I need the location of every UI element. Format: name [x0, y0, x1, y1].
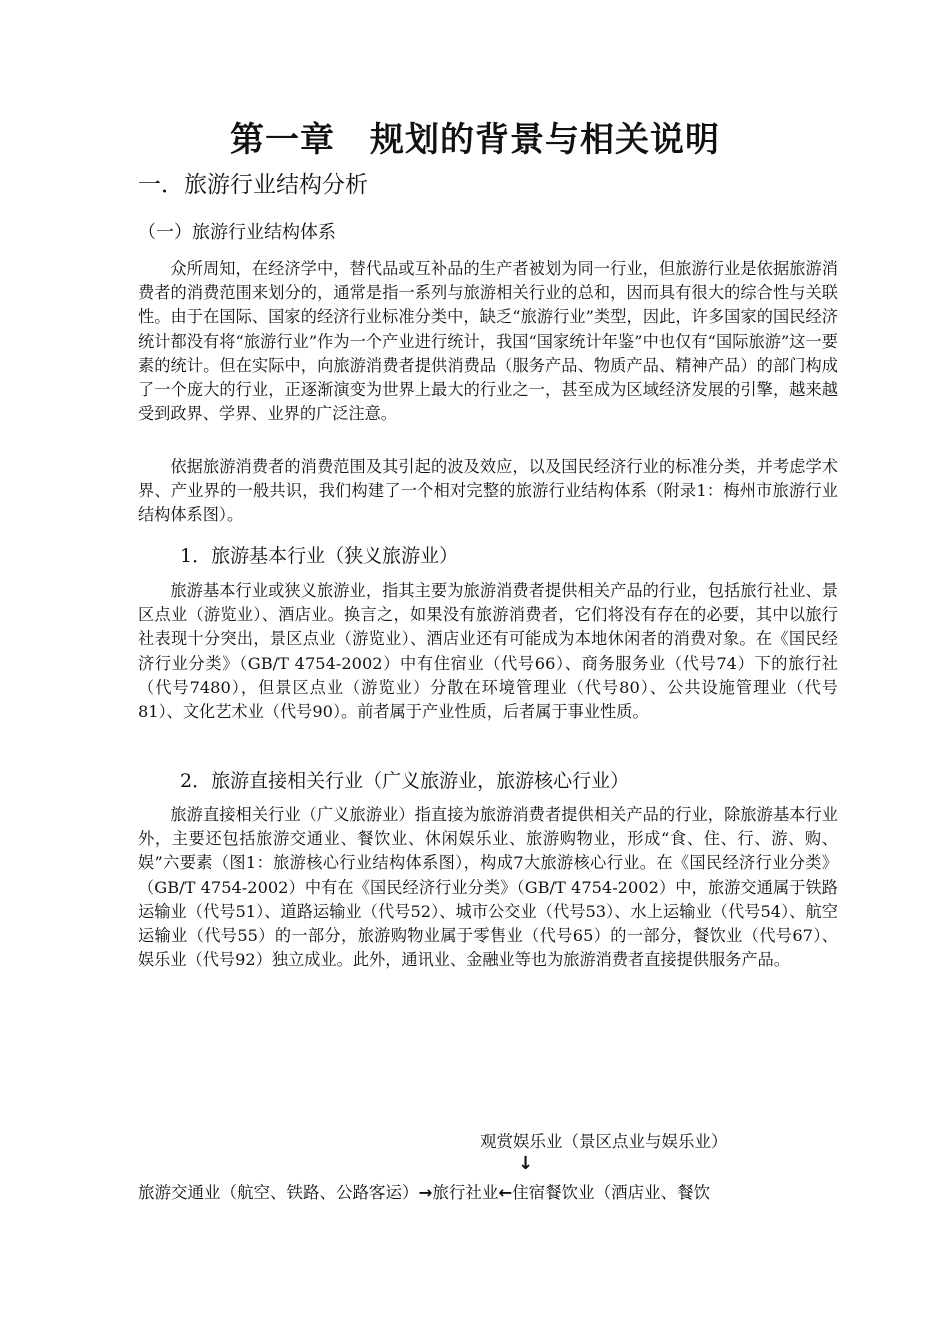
paragraph-related-industry: 旅游直接相关行业（广义旅游业）指直接为旅游消费者提供相关产品的行业，除旅游基本行业外，主要还包括旅游交通业、餐饮业、休闲娱乐业、旅游购物业，形成“食、住、行、游、购、娱”六要素（图1：旅游核心行业结构体系图），构成7大旅游核心行业。在《国民经济行业分类》（GB/T 4754-2002）中有在《国民经济行业分类》（GB/T 4754-2002）中，旅游交通属于铁路运输业（代号51）、道路运输业（代号52）、城市公交业（代号53）、水上运输业（代号54）、航空运输业（代号55）的一部分，旅游购物业属于零售业（代号65）的一部分，餐饮业（代号67）、娱乐业（代号92）独立成业。此外，通讯业、金融业等也为旅游消费者直接提供服务产品。 — [138, 805, 838, 970]
down-arrow-icon: ↓ — [518, 1153, 534, 1174]
subsection-heading: （一）旅游行业结构体系 — [138, 222, 336, 243]
diagram-right-label: 住宿餐饮业（酒店业、餐饮 — [512, 1183, 711, 1202]
diagram-bottom-row — [138, 1179, 710, 1203]
diagram-top-label: 观赏娱乐业（景区点业与娱乐业） — [480, 1132, 728, 1151]
diagram-left-label: 旅游交通业（航空、铁路、公路客运） — [138, 1183, 419, 1202]
section-heading: 一．旅游行业结构分析 — [138, 172, 368, 198]
diagram-center-label: 旅行社业 — [432, 1183, 499, 1202]
paragraph-intro: 众所周知，在经济学中，替代品或互补品的生产者被划为同一行业，但旅游行业是依据旅游消费者的消费范围来划分的，通常是指一系列与旅游相关行业的总和，因而具有很大的综合性与关联性。由于在国际、国家的经济行业标准分类中，缺乏“旅游行业”类型，因此，许多国家的国民经济统计都没有将“旅游行业”作为一个产业进行统计，我国“国家统计年鉴”中也仅有“国际旅游”这一要素的统计。但在实际中，向旅游消费者提供消费品（服务产品、物质产品、精神产品）的部门构成了一个庞大的行业，正逐渐演变为世界上最大的行业之一，甚至成为区域经济发展的引擎，越来越受到政界、学界、业界的广泛注意。 — [138, 259, 838, 424]
item-heading-related-industry: 2．旅游直接相关行业（广义旅游业，旅游核心行业） — [180, 770, 630, 792]
right-arrow-icon: → — [418, 1183, 433, 1202]
item-heading-basic-industry: 1．旅游基本行业（狭义旅游业） — [180, 545, 459, 567]
paragraph-structure: 依据旅游消费者的消费范围及其引起的波及效应，以及国民经济行业的标准分类，并考虑学术界、产业界的一般共识，我们构建了一个相对完整的旅游行业结构体系（附录1：梅州市旅游行业结构体系图）。 — [138, 457, 838, 525]
paragraph-basic-industry: 旅游基本行业或狭义旅游业，指其主要为旅游消费者提供相关产品的行业，包括旅行社业、景区点业（游览业）、酒店业。换言之，如果没有旅游消费者，它们将没有存在的必要，其中以旅行社表现十分突出，景区点业（游览业）、酒店业还有可能成为本地休闲者的消费对象。在《国民经济行业分类》（GB/T 4754-2002）中有住宿业（代号66）、商务服务业（代号74）下的旅行社（代号7480），但景区点业（游览业）分散在环境管理业（代号80）、公共设施管理业（代号81）、文化艺术业（代号90）。前者属于产业性质，后者属于事业性质。 — [138, 581, 838, 722]
chapter-title: 第一章 规划的背景与相关说明 — [230, 120, 720, 160]
left-arrow-icon: ← — [498, 1183, 513, 1202]
